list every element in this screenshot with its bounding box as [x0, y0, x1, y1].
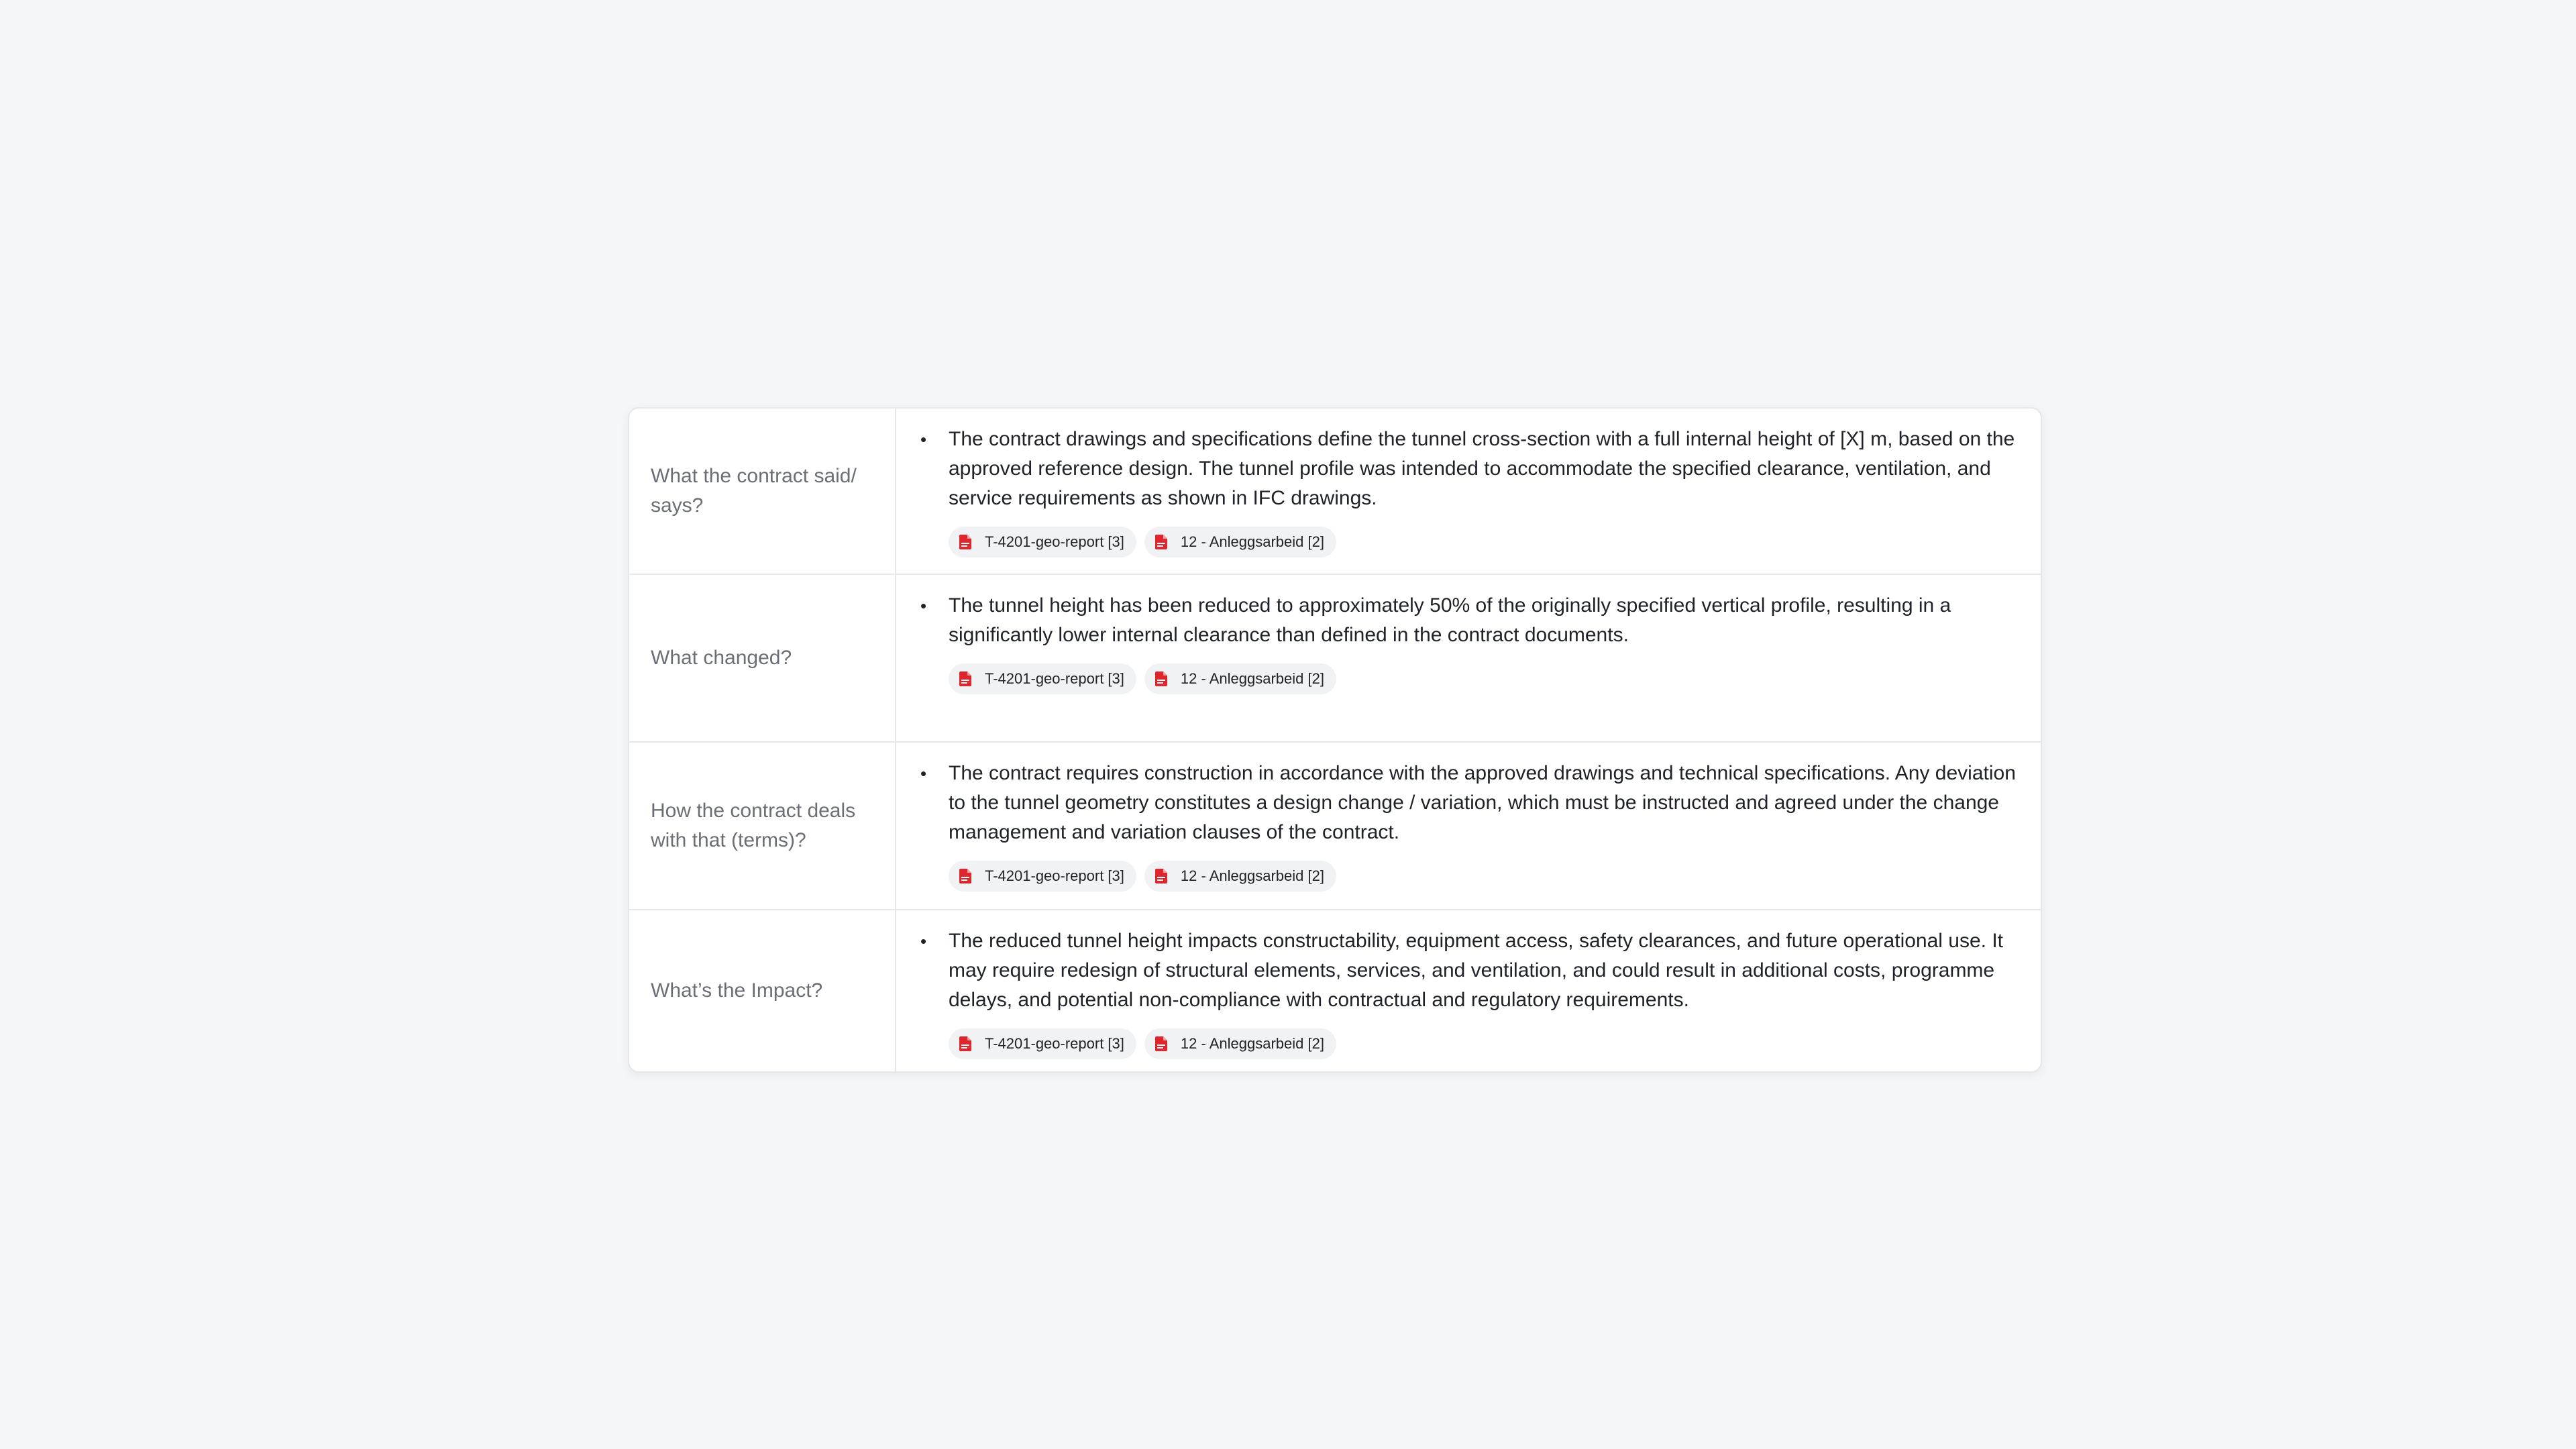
row-label: What changed? [629, 575, 896, 741]
source-chip[interactable] [1144, 527, 1336, 557]
source-chip-label: T-4201-geo-report [3] [985, 533, 1124, 550]
row-content [896, 409, 2041, 574]
row-content [896, 743, 2041, 909]
bullet-icon: • [920, 931, 927, 951]
pdf-file-icon [959, 672, 971, 686]
pdf-file-icon [1155, 672, 1167, 686]
source-chip-label: 12 - Anleggsarbeid [2] [1180, 533, 1324, 550]
source-chip[interactable] [1144, 1028, 1336, 1059]
bullet-item [920, 591, 2017, 650]
source-chip-label: 12 - Anleggsarbeid [2] [1180, 670, 1324, 687]
contract-analysis-table [628, 407, 2042, 1073]
pdf-file-icon [1155, 869, 1167, 883]
source-list [949, 1028, 2017, 1059]
table-row [629, 743, 2041, 910]
source-chip-label: T-4201-geo-report [3] [985, 867, 1124, 884]
source-chip[interactable] [1144, 861, 1336, 892]
bullet-text: The contract drawings and specifications define the tunnel cross-section with a full internal height of [X] m, based on the approved reference design. The tunnel profile was intended to accommodate the specified clearance, ventilation, and service requirements as shown in IFC drawings. [949, 428, 2015, 509]
source-list [949, 527, 2017, 557]
source-chip[interactable] [949, 663, 1136, 694]
bullet-item [920, 759, 2017, 847]
bullet-text: The contract requires construction in accordance with the approved drawings and technical specifications. Any deviation to the tunnel geometry constitutes a design change / variation, which must be instructed and agreed under the change management and variation clauses of the contract. [949, 762, 2016, 843]
source-chip[interactable] [949, 527, 1136, 557]
table-row [629, 409, 2041, 575]
bullet-icon: • [920, 429, 927, 449]
pdf-file-icon [1155, 1036, 1167, 1051]
source-chip-label: 12 - Anleggsarbeid [2] [1180, 867, 1324, 884]
table-row [629, 575, 2041, 743]
row-content [896, 910, 2041, 1071]
row-label: How the contract deals with that (terms)? [629, 743, 896, 909]
bullet-text: The tunnel height has been reduced to approximately 50% of the originally specified vertical profile, resulting in a significantly lower internal clearance than defined in the contract documents. [949, 594, 1951, 646]
pdf-file-icon [1155, 535, 1167, 549]
row-content [896, 575, 2041, 741]
table-row [629, 910, 2041, 1071]
source-chip[interactable] [1144, 663, 1336, 694]
pdf-file-icon [959, 1036, 971, 1051]
source-chip[interactable] [949, 1028, 1136, 1059]
row-label: What’s the Impact? [629, 910, 896, 1071]
bullet-item [920, 926, 2017, 1015]
pdf-file-icon [959, 535, 971, 549]
source-chip[interactable] [949, 861, 1136, 892]
bullet-item [920, 425, 2017, 513]
pdf-file-icon [959, 869, 971, 883]
source-list [949, 861, 2017, 892]
source-list [949, 663, 2017, 694]
source-chip-label: 12 - Anleggsarbeid [2] [1180, 1035, 1324, 1052]
bullet-icon: • [920, 596, 927, 616]
source-chip-label: T-4201-geo-report [3] [985, 1035, 1124, 1052]
row-label: What the contract said/ says? [629, 409, 896, 574]
bullet-icon: • [920, 763, 927, 784]
bullet-text: The reduced tunnel height impacts constructability, equipment access, safety clearances, and future operational use. It may require redesign of structural elements, services, and ventilation, and could result in additional costs, programme delays, and potential non-compliance with contractual and regulatory requirements. [949, 930, 2003, 1011]
source-chip-label: T-4201-geo-report [3] [985, 670, 1124, 687]
